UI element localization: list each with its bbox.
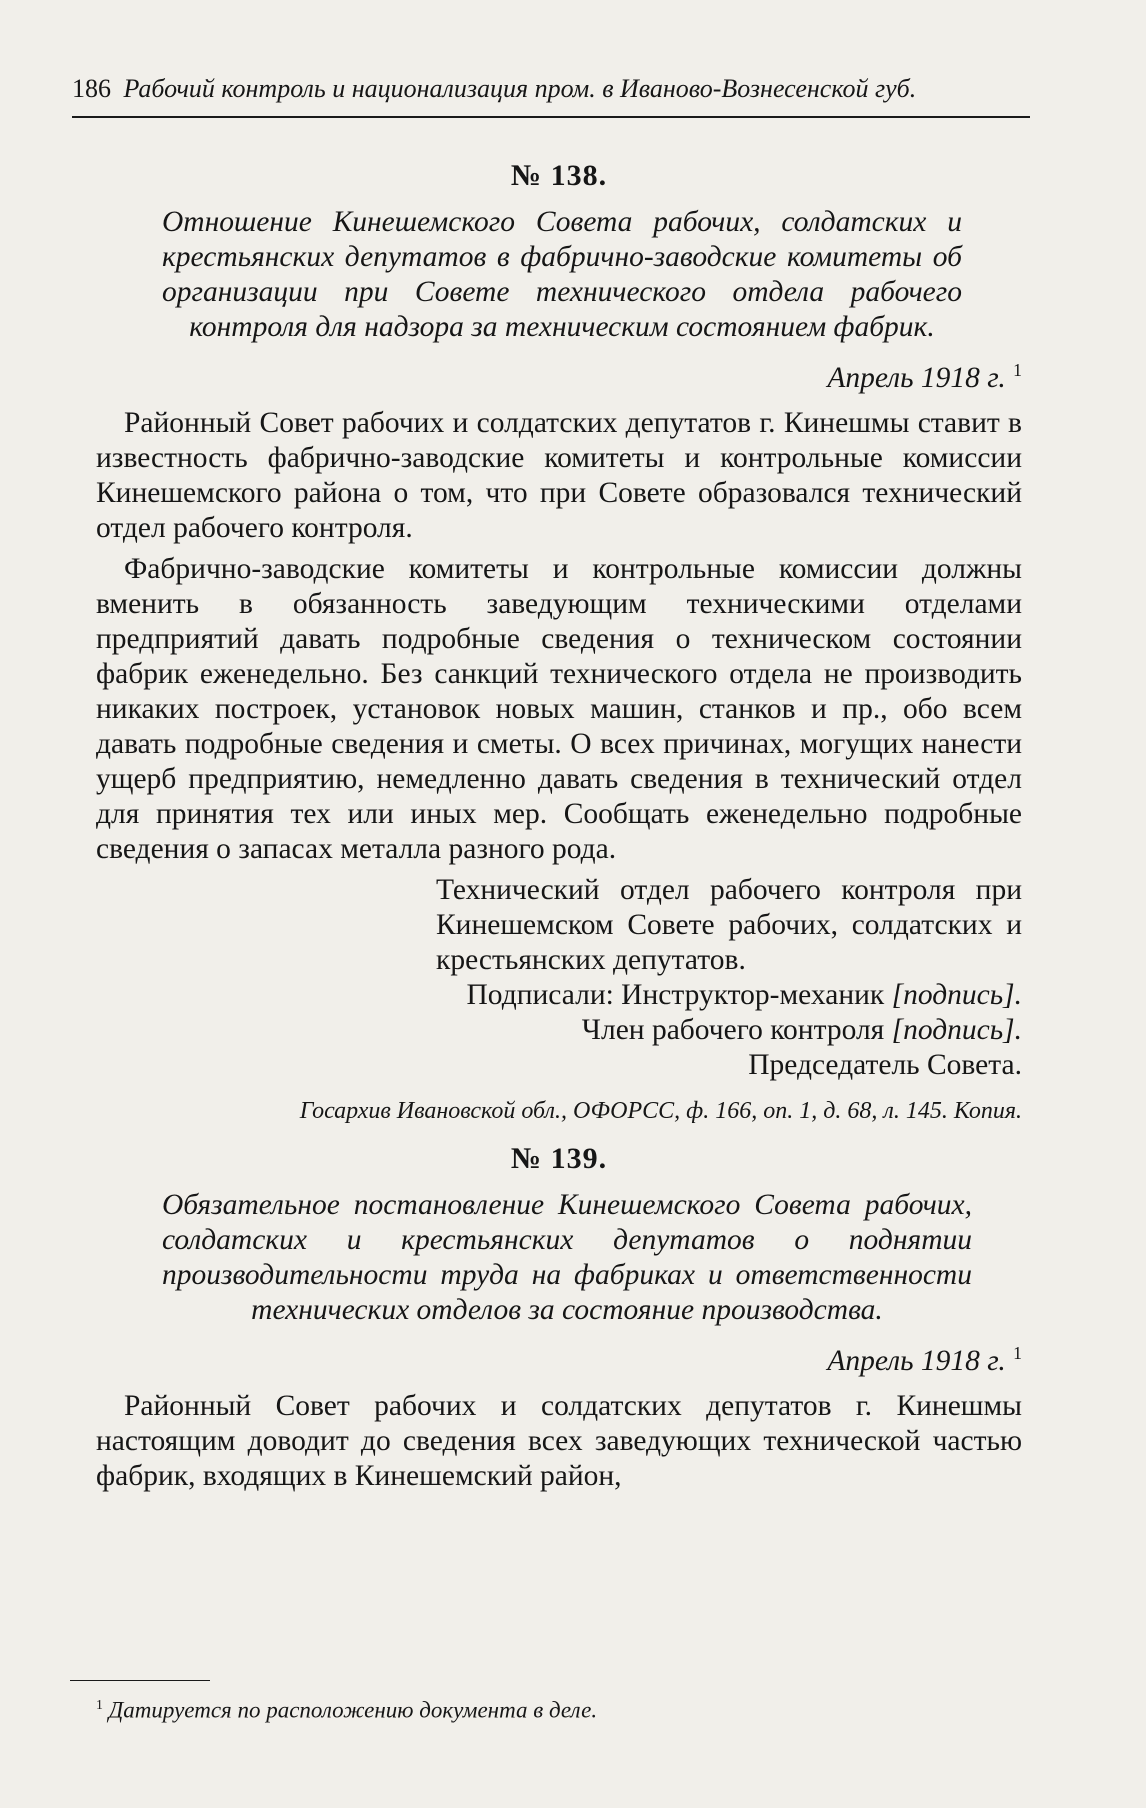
header-rule	[72, 116, 1030, 118]
doc-138-date-text: Апрель 1918 г.	[827, 361, 1006, 394]
footnote-rule	[70, 1680, 210, 1681]
running-title: Рабочий контроль и национализация пром. в Иваново-Вознесенской губ.	[123, 74, 917, 103]
doc-138-signed-line-3: Председатель Совета.	[748, 1048, 1022, 1081]
doc-138-paragraph-2: Фабрично-заводские комитеты и контрольные комиссии должны вменить в обязанность заведующим техническими отделами предприятий давать подробные сведения о техническом состоянии фабрик еженедельно. Без санкций технического отдела не производить никаких построек, установок новых машин, станков и пр., обо всем давать подробные сведения и сметы. О всех причинах, могущих нанести ущерб предприятию, немедленно давать сведения в технический отдел для принятия тех или иных мер. Сообщать еженедельно подробные сведения о запасах металла разного рода.	[96, 552, 1022, 865]
signed-line-1-text: Подписали: Инструктор-механик	[466, 978, 885, 1011]
page-body	[96, 158, 1022, 1500]
doc-138-signed-line-1	[96, 978, 1022, 1013]
footnote-text: Датируется по расположению документа в деле.	[108, 1697, 598, 1723]
doc-139-footnote-mark: 1	[1013, 1342, 1022, 1363]
running-header	[72, 72, 1030, 106]
doc-138-title: Отношение Кинешемского Совета рабочих, солдатских и крестьянских депутатов в фабрично-заводские комитеты об организации при Совете технического отдела рабочего контроля для надзора за техническим состоянием фабрик.	[162, 206, 962, 343]
doc-138-number: № 138.	[510, 159, 608, 192]
doc-139-paragraph-1: Районный Совет рабочих и солдатских депутатов г. Кинешмы настоящим доводит до сведения всех заведующих технической частью фабрик, входящих в Кинешемский район,	[96, 1389, 1022, 1492]
doc-139-number: № 139.	[510, 1141, 608, 1175]
doc-138-signed-line-2	[96, 1013, 1022, 1048]
doc-138-archive-source: Госархив Ивановской обл., ОФОРСС, ф. 166, оп. 1, д. 68, л. 145. Копия.	[299, 1097, 1022, 1124]
signature-mark-2: [подпись].	[891, 1013, 1022, 1046]
page-number: 186	[72, 74, 111, 103]
doc-138-signature-block: Технический отдел рабочего контроля при Кинешемском Совете рабочих, солдатских и крестьянских депутатов.	[436, 873, 1022, 976]
doc-138-paragraph-1: Районный Совет рабочих и солдатских депутатов г. Кинешмы ставит в известность фабрично-заводские комитеты и контрольные комиссии Кинешемского района о том, что при Совете образовался технический отдел рабочего контроля.	[96, 406, 1022, 544]
footnote-mark: 1	[96, 1697, 103, 1712]
signature-mark-1: [подпись].	[891, 978, 1022, 1011]
doc-138-footnote-mark: 1	[1013, 360, 1022, 380]
footnote	[96, 1690, 597, 1726]
doc-139-date	[96, 1336, 1022, 1379]
signed-line-2-text: Член рабочего контроля	[581, 1013, 885, 1046]
doc-139-title: Обязательное постановление Кинешемского Совета рабочих, солдатских и крестьянских депутатов о поднятии производительности труда на фабриках и ответственности технических отделов за состояние производства.	[162, 1188, 972, 1326]
doc-139-date-text: Апрель 1918 г.	[827, 1344, 1006, 1377]
doc-138-date	[96, 353, 1022, 396]
